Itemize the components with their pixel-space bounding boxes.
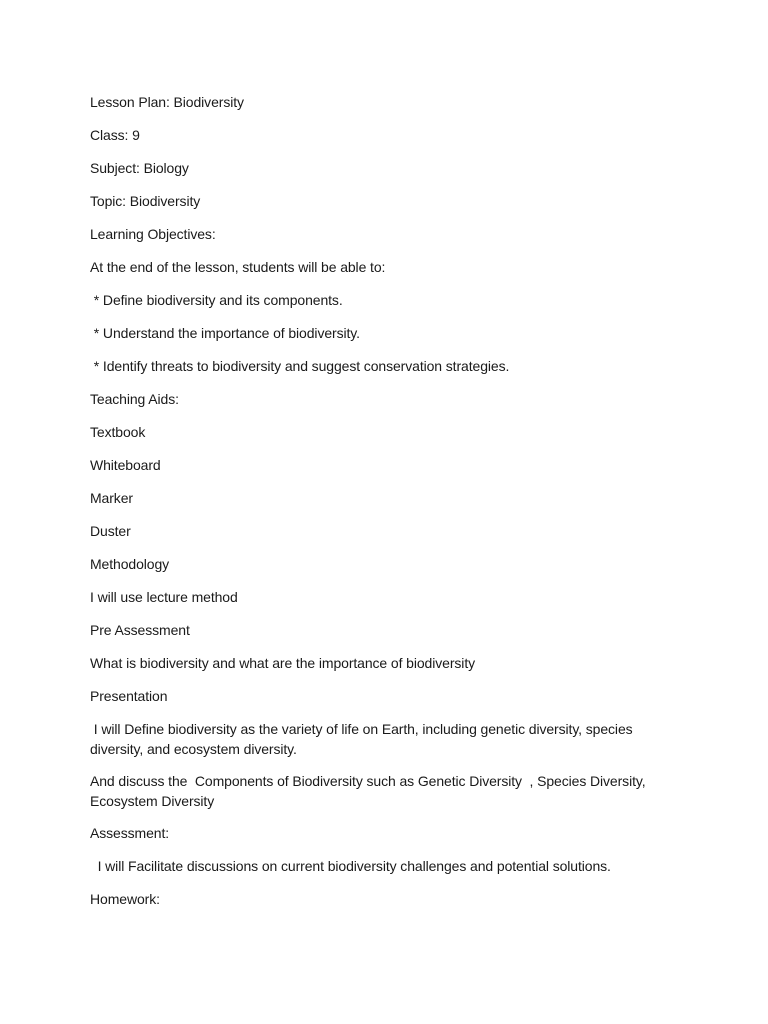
homework-heading: Homework: (90, 891, 160, 907)
pre-assessment-text: What is biodiversity and what are the importance of biodiversity (90, 655, 476, 671)
presentation-heading: Presentation (90, 688, 168, 704)
teaching-aids-heading: Teaching Aids: (90, 391, 179, 407)
objective-item: * Understand the importance of biodiversity. (90, 325, 360, 341)
presentation-text: I will Define biodiversity as the variety of life on Earth, including genetic diversity, species diversity, and ecosystem diversity. (90, 721, 637, 757)
teaching-aid-item: Textbook (90, 424, 146, 440)
document-body (90, 92, 670, 922)
learning-objectives-heading: Learning Objectives: (90, 226, 216, 242)
teaching-aid-item: Whiteboard (90, 457, 161, 473)
pre-assessment-heading: Pre Assessment (90, 622, 190, 638)
objective-item: * Define biodiversity and its components. (90, 292, 343, 308)
assessment-text: I will Facilitate discussions on current biodiversity challenges and potential solutions. (90, 858, 611, 874)
class-line: Class: 9 (90, 127, 140, 143)
lesson-plan-title: Lesson Plan: Biodiversity (90, 94, 244, 110)
methodology-heading: Methodology (90, 556, 170, 572)
objectives-intro: At the end of the lesson, students will be able to: (90, 259, 386, 275)
methodology-text: I will use lecture method (90, 589, 238, 605)
subject-line: Subject: Biology (90, 160, 189, 176)
objective-item: * Identify threats to biodiversity and suggest conservation strategies. (90, 358, 510, 374)
teaching-aid-item: Marker (90, 490, 133, 506)
topic-line: Topic: Biodiversity (90, 193, 201, 209)
components-text: And discuss the Components of Biodiversity such as Genetic Diversity , Species Diversity, Ecosystem Diversity (90, 773, 650, 809)
teaching-aid-item: Duster (90, 523, 131, 539)
assessment-heading: Assessment: (90, 825, 170, 841)
